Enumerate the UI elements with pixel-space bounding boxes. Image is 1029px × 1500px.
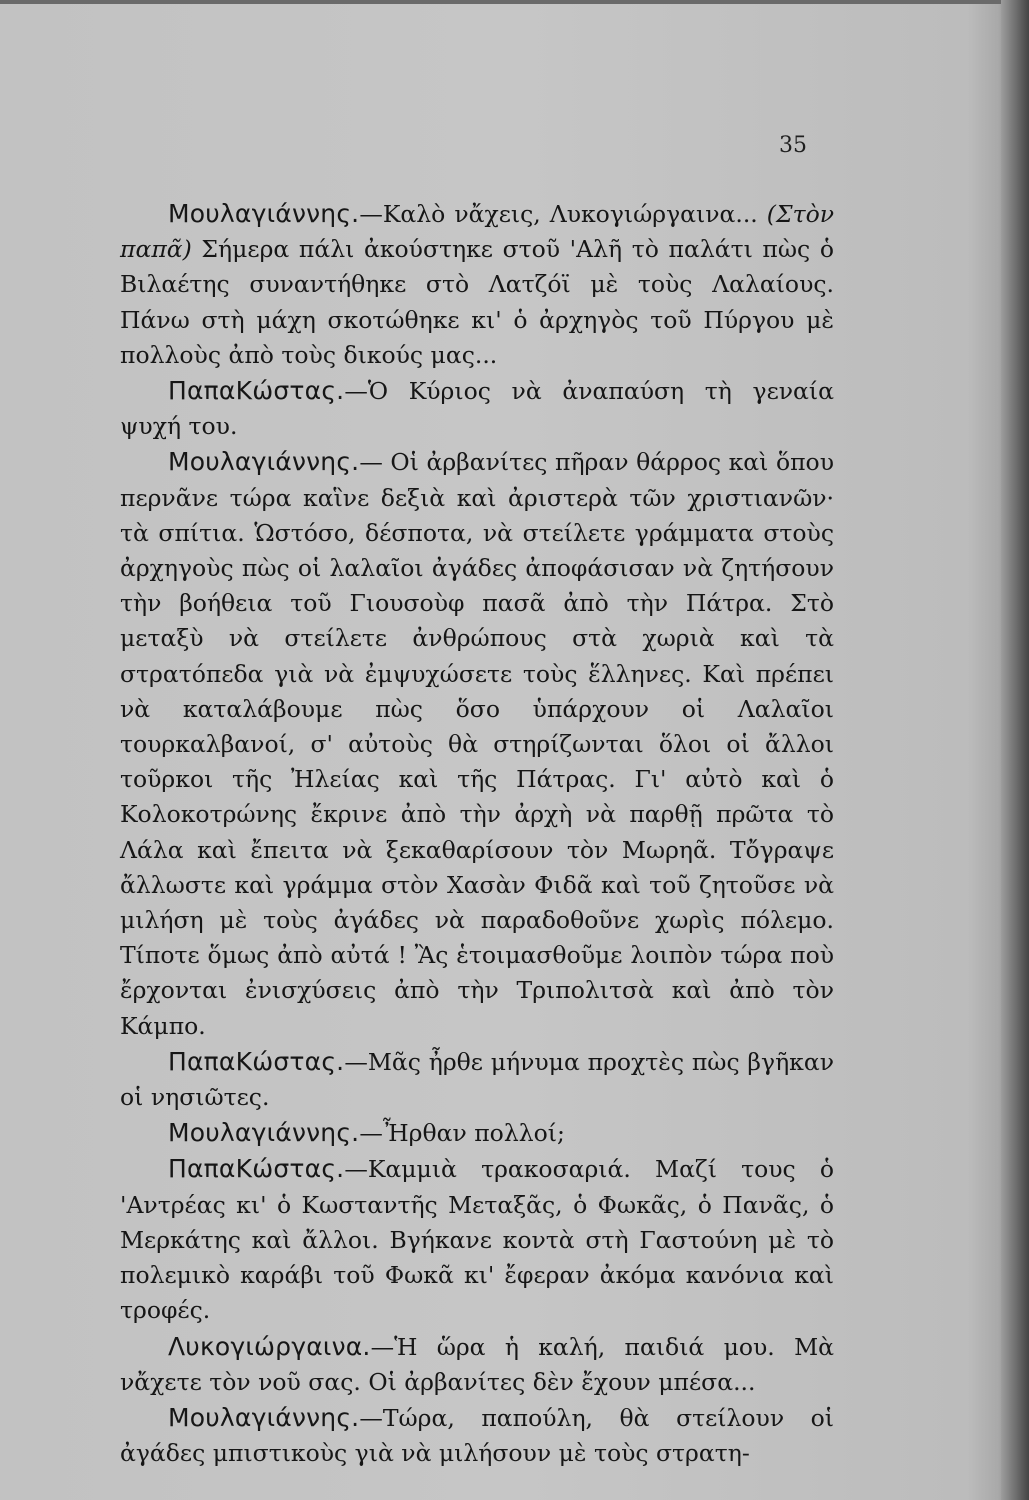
speaker-name: Μουλαγιάννης. (168, 1118, 360, 1148)
dialogue-line: —Ὁ Κύριος νὰ ἀναπαύση τὴ γεναία ψυχή του. (120, 377, 834, 441)
dialogue-line: —Καμμιὰ τρακοσαριά. Μαζί τους ὁ 'Αντρέας κι' ὁ Κωσταντῆς Μεταξᾶς, ὁ Φωκᾶς, ὁ Πανᾶς, ὁ Μερκάτης καὶ ἄλλοι. Βγήκανε κοντὰ στὴ Γαστούνη μὲ τὸ πολεμικὸ καράβι τοῦ Φωκᾶ κι' ἔφεραν ἀκόμα κανόνια καὶ τροφές. (120, 1155, 834, 1325)
page-number: 35 (779, 133, 807, 158)
dialogue-line: —Καλὸ νἄχεις, Λυκογιώργαινα... (359, 200, 767, 228)
paragraph-3 (120, 444, 834, 1043)
dialogue-line: Σήμερα πάλι ἀκούστηκε στοῦ 'Αλῆ τὸ παλάτι πὼς ὁ Βιλαέτης συναντήθηκε στὸ Λατζόϊ μὲ τοὺς Λαλαίους. Πάνω στὴ μάχη σκοτώθηκε κι' ὁ ἀρχηγὸς τοῦ Πύργου μὲ πολλοὺς ἀπὸ τοὺς δικούς μας... (120, 235, 834, 369)
paragraph-5 (120, 1115, 834, 1151)
page-spine-shadow (1001, 0, 1029, 1500)
dialogue-line: —Τώρα, παπούλη, θὰ στείλουν οἱ ἀγάδες μπιστικοὺς γιὰ νὰ μιλήσουν μὲ τοὺς στρατη- (120, 1403, 834, 1468)
dialogue-line: —Ἦρθαν πολλοί; (359, 1119, 565, 1148)
speaker-name: ΠαπαΚώστας. (168, 376, 345, 406)
paragraph-2 (120, 373, 834, 444)
speaker-name: Μουλαγιάννης. (168, 1402, 360, 1432)
paragraph-7 (120, 1329, 834, 1400)
dialogue-text (120, 196, 834, 1471)
dialogue-line: —Μᾶς ἦρθε μήνυμα προχτὲς πὼς βγῆκαν οἱ νησιῶτες. (120, 1047, 834, 1112)
top-edge (0, 0, 1029, 4)
paragraph-8 (120, 1400, 834, 1471)
speaker-name: Μουλαγιάννης. (168, 199, 360, 228)
paragraph-1 (120, 196, 834, 373)
paragraph-4 (120, 1044, 834, 1115)
paragraph-6 (120, 1151, 834, 1328)
dialogue-line: — Οἱ ἀρβανίτες πῆραν θάρρος καὶ ὅπου περνᾶνε τώρα καἳνε δεξιὰ καὶ ἀριστερὰ τῶν χριστιανῶν· τὰ σπίτια. Ὡστόσο, δέσποτα, νὰ στείλετε γράμματα στοὺς ἀρχηγοὺς πὼς οἱ λαλαῖοι ἀγάδες ἀποφάσισαν νὰ ζητήσουν τὴν βοήθεια τοῦ Γιουσοὺφ πασᾶ ἀπὸ τὴν Πάτρα. Στὸ μεταξὺ νὰ στείλετε ἀνθρώπους στὰ χωριὰ καὶ τὰ στρατόπεδα γιὰ νὰ ἐμψυχώσετε τοὺς ἕλληνες. Καὶ πρέπει νὰ καταλάβουμε πὼς ὅσο ὑπάρχουν οἱ Λαλαῖοι τουρκαλβανοί, σ' αὐτοὺς θὰ στηρίζωνται ὅλοι οἱ ἄλλοι τοῦρκοι τῆς Ἠλείας καὶ τῆς Πάτρας. Γι' αὐτὸ καὶ ὁ Κολοκοτρώνης ἔκρινε ἀπὸ τὴν ἀρχὴ νὰ παρθῇ πρῶτα τὸ Λάλα καὶ ἔπειτα νὰ ξεκαθαρίσουν τὸν Μωρηᾶ. Τὄγραψε ἄλλωστε καὶ γράμμα στὸν Χασὰν Φιδᾶ καὶ τοῦ ζητοῦσε νὰ μιλήση μὲ τοὺς ἀγάδες νὰ παραδοθοῦνε χωρὶς πόλεμο. Τίποτε ὅμως ἀπὸ αὐτά ! Ἂς ἑτοιμασθοῦμε λοιπὸν τώρα ποὺ ἔρχονται ἐνισχύσεις ἀπὸ τὴν Τριπολιτσὰ καὶ ἀπὸ τὸν Κάμπο. (120, 448, 834, 1040)
speaker-name: ΠαπαΚώστας. (168, 1154, 345, 1184)
speaker-name: Μουλαγιάννης. (168, 447, 360, 477)
dialogue-line: —Ἡ ὥρα ἡ καλή, παιδιά μου. Μὰ νἄχετε τὸν νοῦ σας. Οἱ ἀρβανίτες δὲν ἔχουν μπέσα... (120, 1332, 834, 1396)
speaker-name: Λυκογιώργαινα. (168, 1331, 371, 1361)
speaker-name: ΠαπαΚώστας. (168, 1046, 345, 1076)
stage-direction: (Στὸν παπᾶ) (120, 200, 834, 264)
